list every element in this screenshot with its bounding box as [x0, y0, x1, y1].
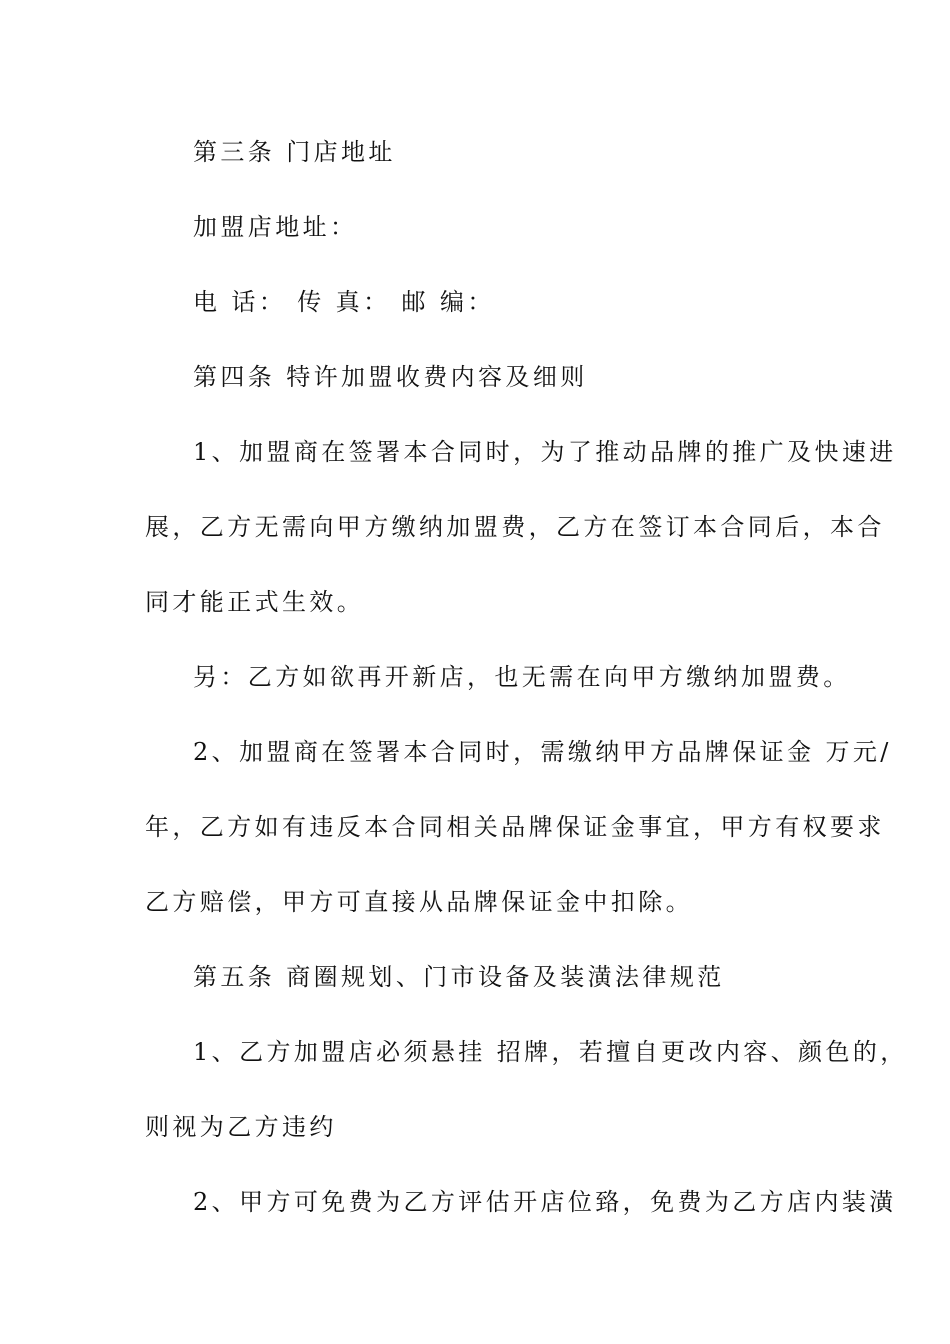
article-4-heading: 第四条 特许加盟收费内容及细则: [193, 363, 588, 391]
contact-info-line: 电 话： 传 真： 邮 编：: [193, 288, 495, 316]
paragraph-line: 展，乙方无需向甲方缴纳加盟费，乙方在签订本合同后，本合: [145, 513, 885, 541]
paragraph-line: 另：乙方如欲再开新店，也无需在向甲方缴纳加盟费。: [193, 663, 851, 691]
paragraph-line: 同才能正式生效。: [145, 588, 365, 616]
paragraph-line: 1、乙方加盟店必须悬挂 招牌，若擅自更改内容、颜色的，: [193, 1038, 908, 1066]
paragraph-line: 2、加盟商在签署本合同时，需缴纳甲方品牌保证金 万元/: [193, 738, 892, 766]
article-3-heading: 第三条 门店地址: [193, 138, 396, 166]
paragraph-line: 1、加盟商在签署本合同时，为了推动品牌的推广及快速进: [193, 438, 897, 466]
paragraph-line: 则视为乙方违约: [145, 1113, 337, 1141]
article-5-heading: 第五条 商圈规划、门市设备及装潢法律规范: [193, 963, 725, 991]
paragraph-line: 2、甲方可免费为乙方评估开店位臵，免费为乙方店内装潢: [193, 1188, 897, 1216]
paragraph-line: 乙方赔偿，甲方可直接从品牌保证金中扣除。: [145, 888, 693, 916]
store-address-line: 加盟店地址：: [193, 213, 358, 241]
paragraph-line: 年，乙方如有违反本合同相关品牌保证金事宜，甲方有权要求: [145, 813, 885, 841]
